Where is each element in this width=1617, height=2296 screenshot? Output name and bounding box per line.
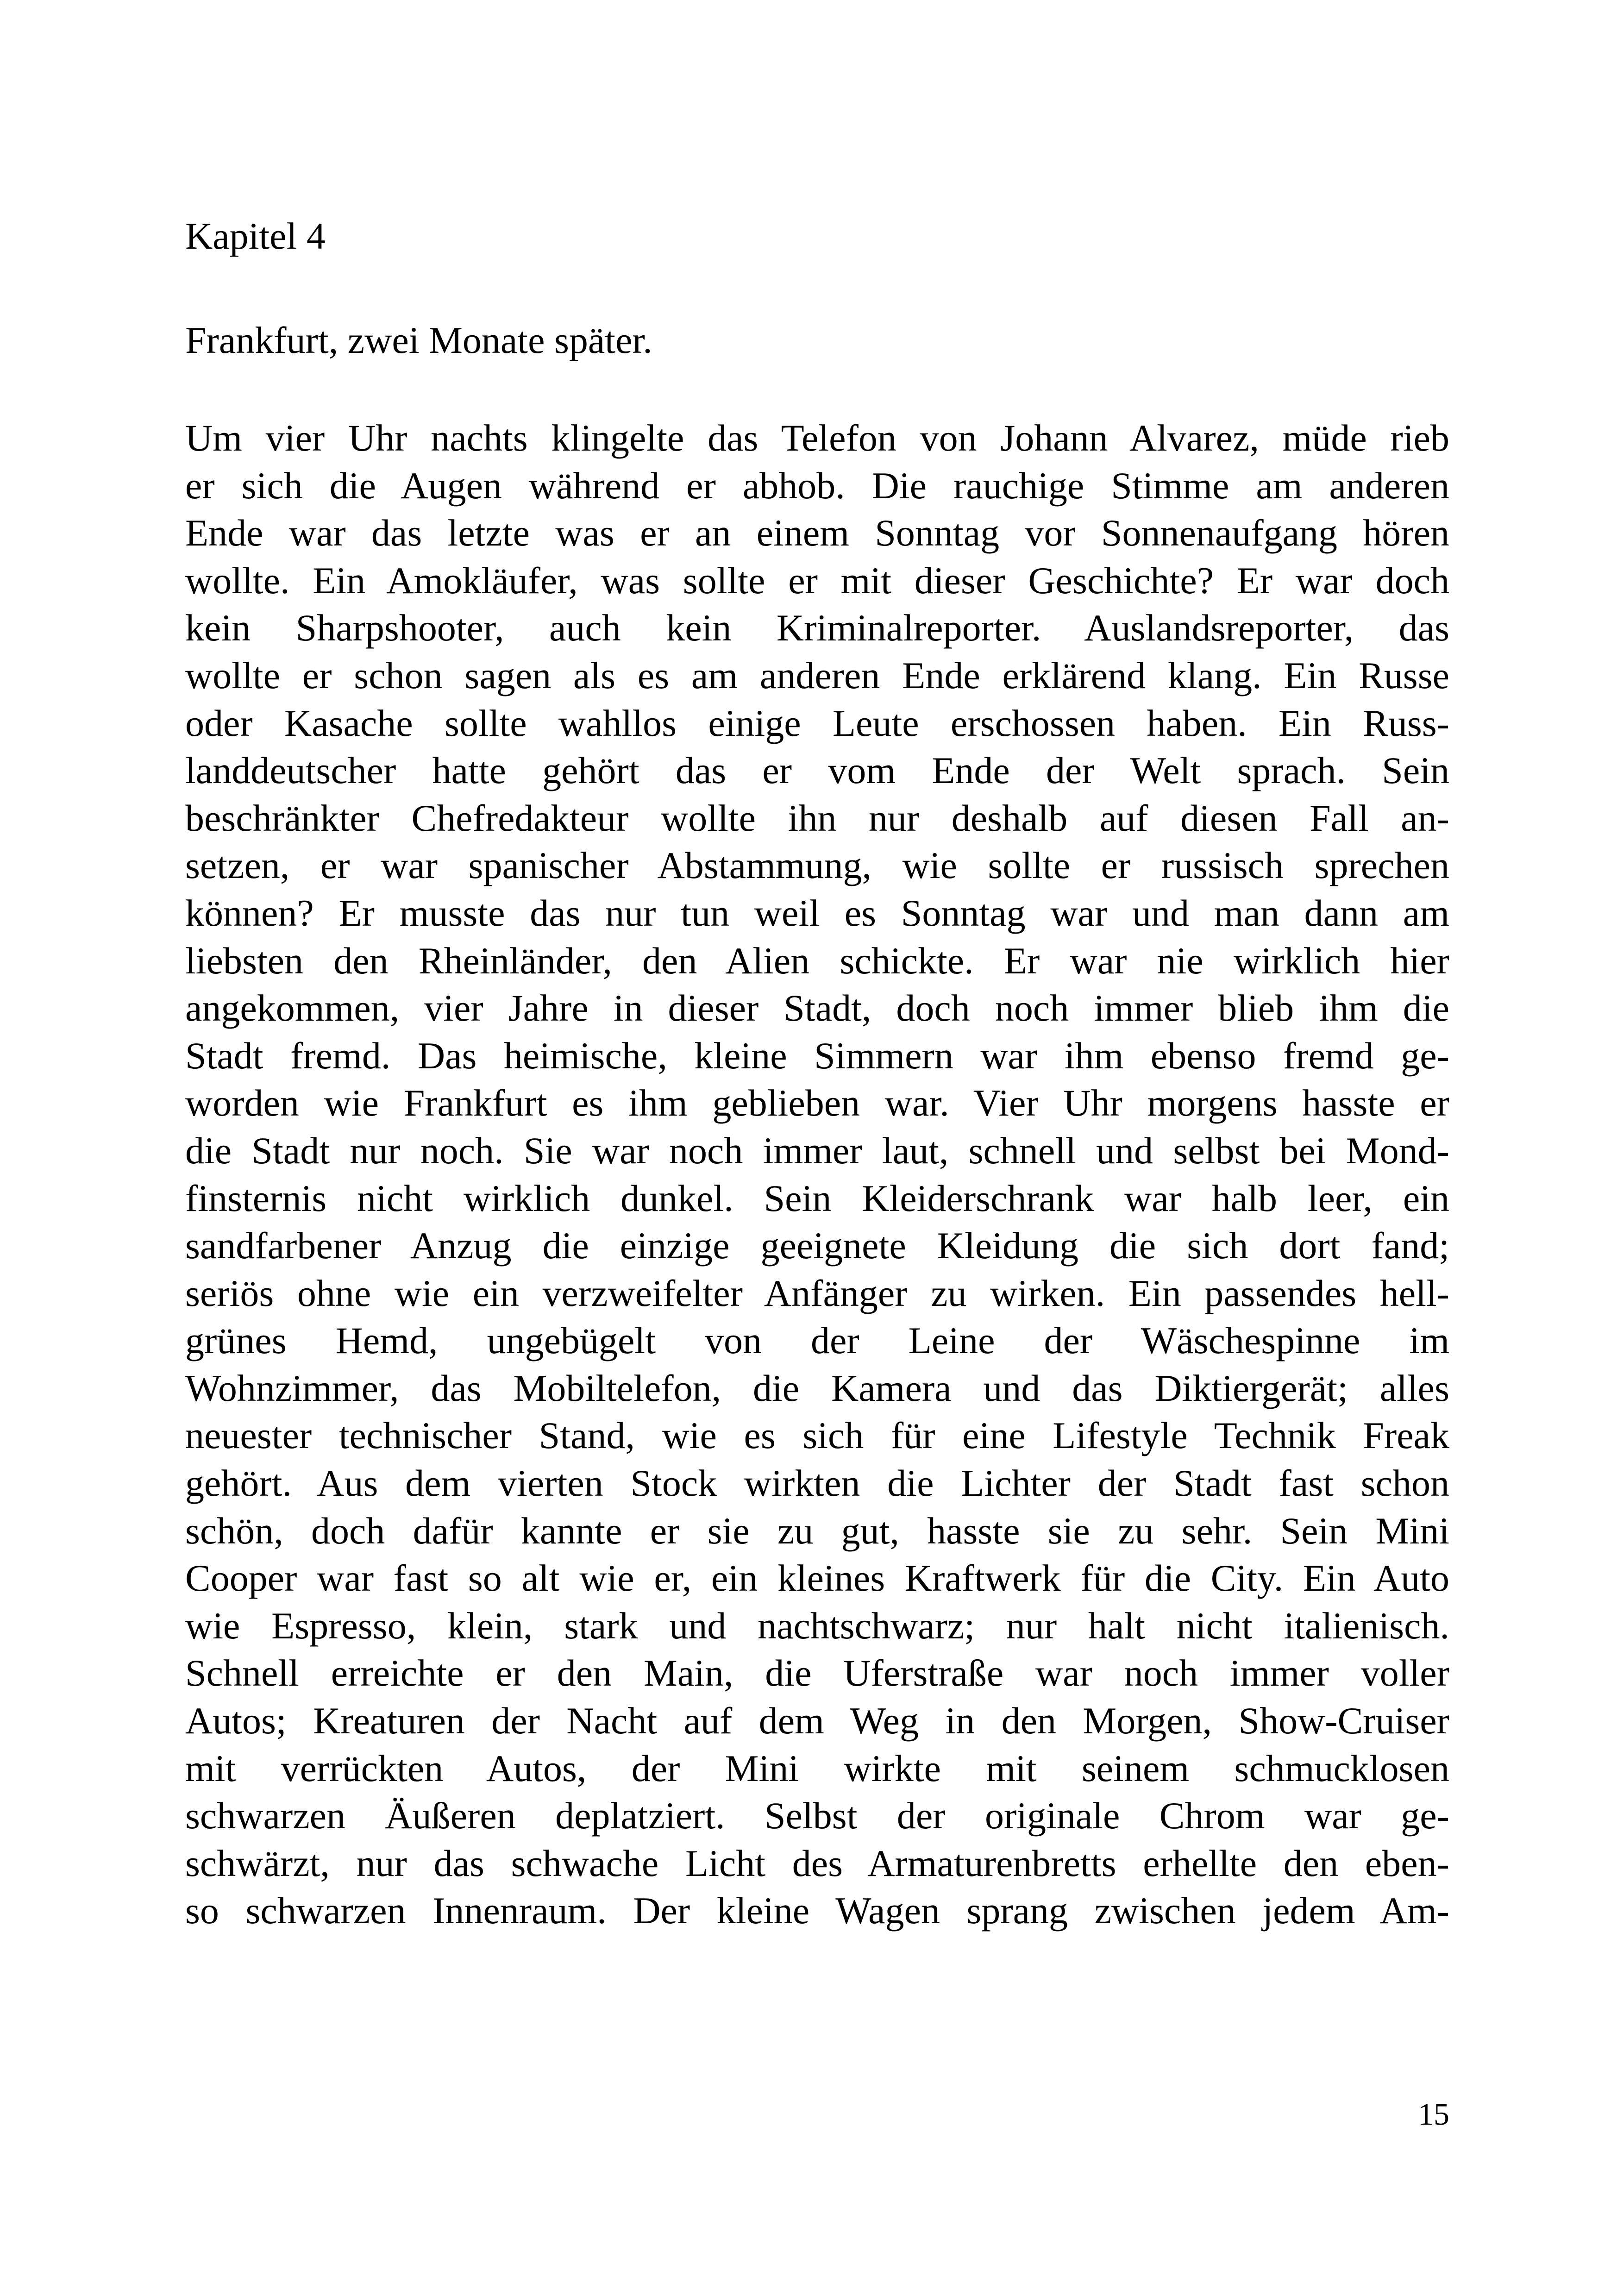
text-line: können? Er musste das nur tun weil es Sonntag war und man dann am xyxy=(185,891,1449,934)
text-line: wollte er schon sagen als es am anderen Ende erklärend klang. Ein Russe xyxy=(185,654,1449,696)
text-line: mit verrückten Autos, der Mini wirkte mit seinem schmucklosen xyxy=(185,1747,1449,1789)
text-line: sandfarbener Anzug die einzige geeignete Kleidung die sich dort fand; xyxy=(185,1224,1449,1267)
chapter-title: Kapitel 4 xyxy=(185,215,326,257)
text-line: worden wie Frankfurt es ihm geblieben war. Vier Uhr morgens hasste er xyxy=(185,1082,1449,1124)
text-line: schön, doch dafür kannte er sie zu gut, hasste sie zu sehr. Sein Mini xyxy=(185,1509,1449,1552)
text-line: setzen, er war spanischer Abstammung, wie sollte er russisch sprechen xyxy=(185,844,1449,887)
text-line: die Stadt nur noch. Sie war noch immer laut, schnell und selbst bei Mond- xyxy=(185,1129,1449,1172)
text-line: Stadt fremd. Das heimische, kleine Simmern war ihm ebenso fremd ge- xyxy=(185,1034,1449,1077)
text-line: liebsten den Rheinländer, den Alien schickte. Er war nie wirklich hier xyxy=(185,939,1449,982)
body-text xyxy=(185,414,1449,1935)
text-line: kein Sharpshooter, auch kein Kriminalreporter. Auslandsreporter, das xyxy=(185,607,1449,649)
chapter-subtitle: Frankfurt, zwei Monate später. xyxy=(185,319,652,361)
text-line: oder Kasache sollte wahllos einige Leute erschossen haben. Ein Russ- xyxy=(185,702,1449,744)
text-line: Cooper war fast so alt wie er, ein kleines Kraftwerk für die City. Ein Auto xyxy=(185,1557,1449,1600)
page-number: 15 xyxy=(1418,2096,1449,2132)
text-line: schwarzen Äußeren deplatziert. Selbst der originale Chrom war ge- xyxy=(185,1794,1449,1837)
text-line: Ende war das letzte was er an einem Sonntag vor Sonnenaufgang hören xyxy=(185,512,1449,554)
text-line: finsternis nicht wirklich dunkel. Sein Kleiderschrank war halb leer, ein xyxy=(185,1177,1449,1219)
text-line: Schnell erreichte er den Main, die Uferstraße war noch immer voller xyxy=(185,1652,1449,1694)
text-line: Um vier Uhr nachts klingelte das Telefon von Johann Alvarez, müde rieb xyxy=(185,417,1449,459)
text-line: er sich die Augen während er abhob. Die rauchige Stimme am anderen xyxy=(185,464,1449,507)
text-line: schwärzt, nur das schwache Licht des Armaturenbretts erhellte den eben- xyxy=(185,1842,1449,1884)
text-line: so schwarzen Innenraum. Der kleine Wagen sprang zwischen jedem Am- xyxy=(185,1889,1449,1932)
text-line: beschränkter Chefredakteur wollte ihn nur deshalb auf diesen Fall an- xyxy=(185,797,1449,839)
text-line: gehört. Aus dem vierten Stock wirkten die Lichter der Stadt fast schon xyxy=(185,1462,1449,1505)
text-line: Autos; Kreaturen der Nacht auf dem Weg in den Morgen, Show-Cruiser xyxy=(185,1700,1449,1742)
text-line: seriös ohne wie ein verzweifelter Anfänger zu wirken. Ein passendes hell- xyxy=(185,1272,1449,1314)
text-line: landdeutscher hatte gehört das er vom Ende der Welt sprach. Sein xyxy=(185,749,1449,792)
text-line: Wohnzimmer, das Mobiltelefon, die Kamera und das Diktiergerät; alles xyxy=(185,1367,1449,1409)
text-line: grünes Hemd, ungebügelt von der Leine der Wäschespinne im xyxy=(185,1319,1449,1362)
text-line: neuester technischer Stand, wie es sich für eine Lifestyle Technik Freak xyxy=(185,1414,1449,1457)
text-line: angekommen, vier Jahre in dieser Stadt, doch noch immer blieb ihm die xyxy=(185,987,1449,1029)
text-line: wollte. Ein Amokläufer, was sollte er mit dieser Geschichte? Er war doch xyxy=(185,559,1449,602)
text-line: wie Espresso, klein, stark und nachtschwarz; nur halt nicht italienisch. xyxy=(185,1604,1449,1647)
